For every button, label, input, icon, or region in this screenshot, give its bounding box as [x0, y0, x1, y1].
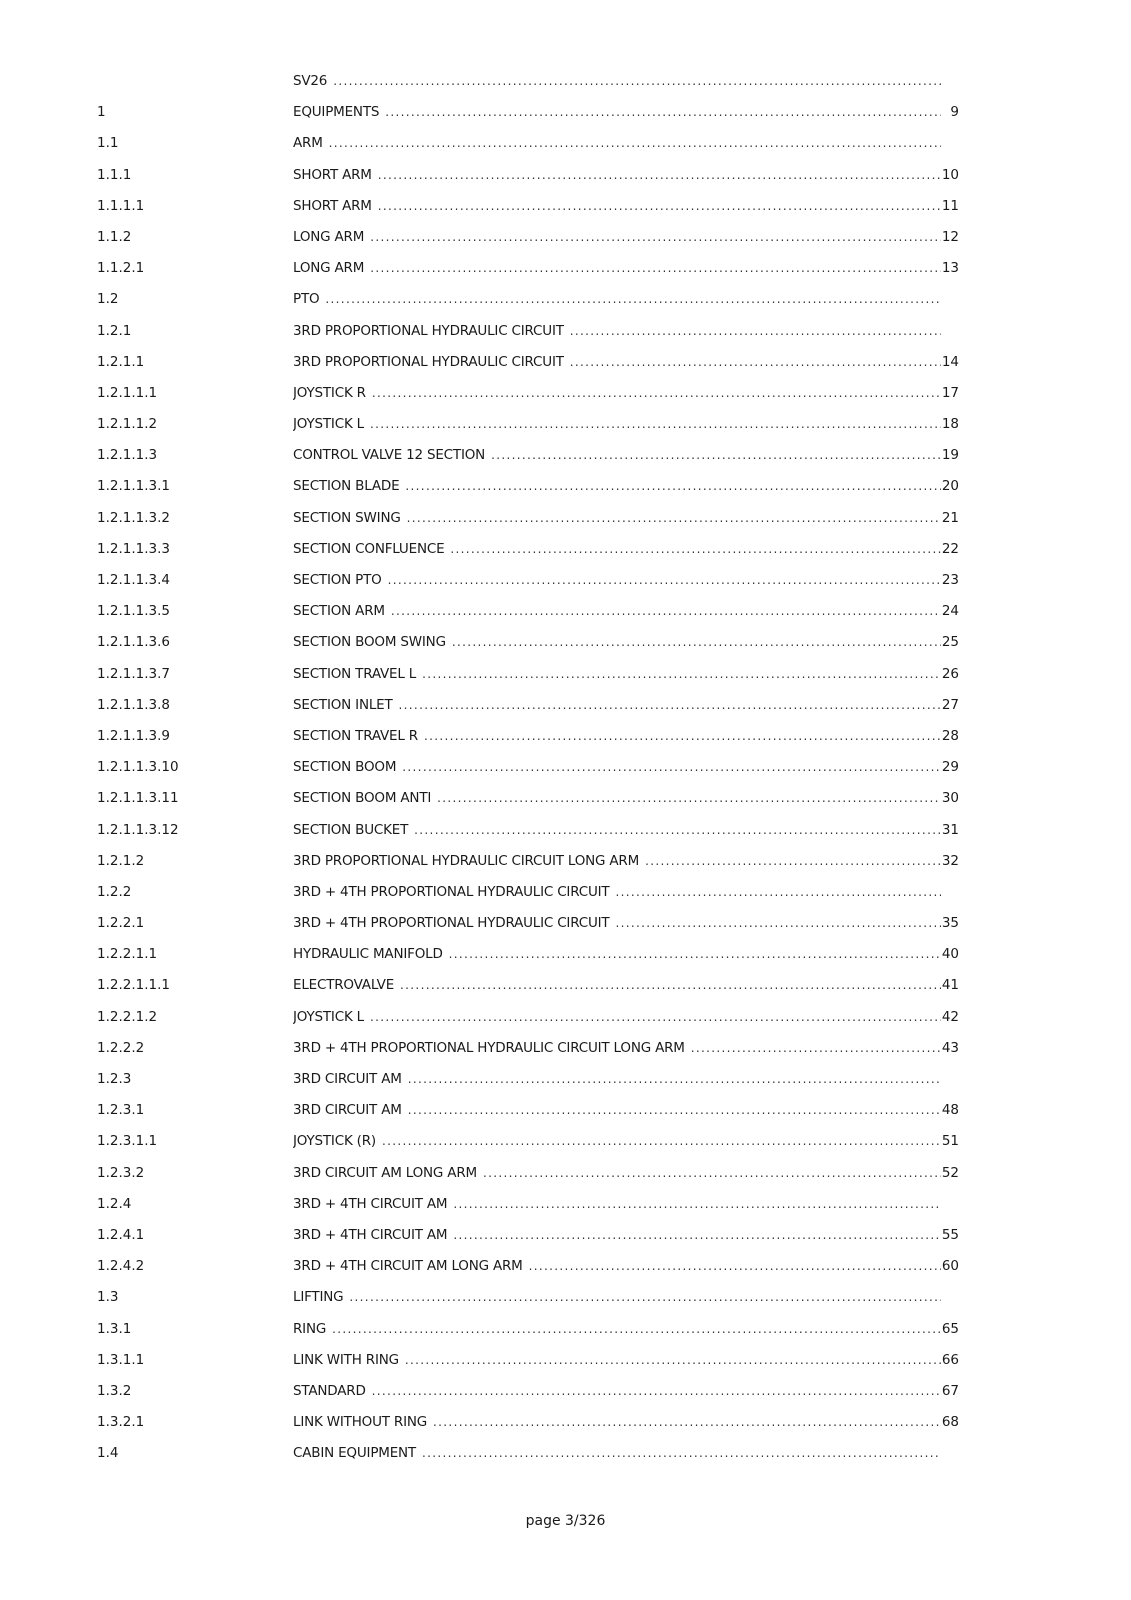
toc-entry-line — [293, 877, 959, 908]
toc-section-title: JOYSTICK L — [293, 1008, 365, 1025]
toc-entry-line — [293, 160, 959, 191]
toc-entry[interactable] — [97, 1345, 959, 1376]
toc-dot-leader — [645, 846, 941, 877]
toc-entry[interactable] — [97, 1220, 959, 1251]
toc-entry[interactable] — [97, 721, 959, 752]
toc-entry-line — [293, 1095, 959, 1126]
toc-page-number: 32 — [941, 852, 959, 869]
toc-section-title: SECTION TRAVEL R — [293, 727, 418, 744]
toc-section-number: 1.2.3.1.1 — [97, 1133, 158, 1150]
toc-dot-leader — [370, 222, 941, 253]
toc-entry[interactable] — [97, 409, 959, 440]
toc-dot-leader — [407, 503, 941, 534]
toc-entry[interactable] — [97, 471, 959, 502]
toc-page-number: 67 — [941, 1382, 959, 1399]
toc-page-number: 31 — [941, 821, 959, 838]
toc-dot-leader — [325, 284, 941, 315]
toc-section-title: 3RD PROPORTIONAL HYDRAULIC CIRCUIT — [293, 353, 564, 370]
toc-section-number: 1.3.2.1 — [97, 1414, 145, 1431]
toc-section-title: CABIN EQUIPMENT — [293, 1445, 416, 1462]
toc-entry-line — [293, 378, 959, 409]
toc-page-number: 60 — [941, 1258, 959, 1275]
toc-entry[interactable] — [97, 440, 959, 471]
toc-page-number: 17 — [941, 384, 959, 401]
toc-page-number: 51 — [941, 1133, 959, 1150]
toc-section-title: 3RD CIRCUIT AM LONG ARM — [293, 1164, 477, 1181]
toc-entry-line — [293, 815, 959, 846]
toc-section-title: ELECTROVALVE — [293, 977, 395, 994]
toc-dot-leader — [372, 378, 941, 409]
toc-entry[interactable] — [97, 128, 959, 159]
toc-section-title: CONTROL VALVE 12 SECTION — [293, 447, 486, 464]
toc-dot-leader — [405, 1345, 941, 1376]
toc-entry[interactable] — [97, 378, 959, 409]
toc-entry[interactable] — [97, 253, 959, 284]
toc-page-number: 28 — [941, 727, 959, 744]
toc-section-number: 1.3.2 — [97, 1382, 132, 1399]
toc-entry-line — [293, 1220, 959, 1251]
toc-page-number: 41 — [941, 977, 959, 994]
toc-entry-line — [293, 316, 959, 347]
toc-section-number: 1.2.1.1.3.3 — [97, 540, 170, 557]
toc-page-number: 24 — [941, 603, 959, 620]
toc-section-title: SECTION BOOM — [293, 759, 397, 776]
toc-entry-line — [293, 596, 959, 627]
toc-entry-line — [293, 191, 959, 222]
toc-section-number: 1.2.1.1.3 — [97, 447, 158, 464]
toc-section-number: 1.2.3.2 — [97, 1164, 145, 1181]
toc-section-number: 1.2.1.2 — [97, 852, 145, 869]
toc-entry-line — [293, 565, 959, 596]
toc-section-number: 1.2.1.1.1 — [97, 384, 158, 401]
toc-section-title: 3RD + 4TH CIRCUIT AM — [293, 1195, 448, 1212]
toc-section-title: PTO — [293, 291, 320, 308]
toc-section-title: 3RD + 4TH PROPORTIONAL HYDRAULIC CIRCUIT LONG ARM — [293, 1039, 685, 1056]
toc-section-number: 1.2.1.1.3.1 — [97, 478, 170, 495]
toc-section-title: SECTION ARM — [293, 603, 385, 620]
toc-section-number: 1.2.2.1.2 — [97, 1008, 158, 1025]
toc-entry-line — [293, 347, 959, 378]
toc-dot-leader — [422, 659, 941, 690]
toc-section-title: SHORT ARM — [293, 197, 372, 214]
toc-dot-leader — [615, 908, 941, 939]
toc-page-number: 18 — [941, 416, 959, 433]
toc-section-title: 3RD + 4TH CIRCUIT AM LONG ARM — [293, 1258, 523, 1275]
toc-entry-line — [293, 97, 959, 128]
toc-page-number: 30 — [941, 790, 959, 807]
toc-section-number: 1.2.4 — [97, 1195, 132, 1212]
toc-dot-leader — [349, 1282, 941, 1313]
toc-section-number: 1.2.3.1 — [97, 1102, 145, 1119]
toc-section-title: SECTION BOOM SWING — [293, 634, 446, 651]
toc-entry[interactable] — [97, 1314, 959, 1345]
toc-entry-line — [293, 284, 959, 315]
toc-section-title: HYDRAULIC MANIFOLD — [293, 946, 443, 963]
toc-entry[interactable] — [97, 970, 959, 1001]
toc-entry-line — [293, 66, 959, 97]
toc-section-title: SECTION SWING — [293, 509, 401, 526]
toc-page-number: 13 — [941, 260, 959, 277]
toc-section-title: SECTION INLET — [293, 696, 393, 713]
toc-section-title: 3RD + 4TH PROPORTIONAL HYDRAULIC CIRCUIT — [293, 883, 610, 900]
toc-entry-line — [293, 1345, 959, 1376]
toc-entry[interactable] — [97, 1251, 959, 1282]
toc-section-number: 1.1.2 — [97, 228, 132, 245]
toc-entry[interactable] — [97, 503, 959, 534]
toc-section-title: ARM — [293, 135, 323, 152]
toc-page-number: 25 — [941, 634, 959, 651]
toc-dot-leader — [370, 1002, 941, 1033]
toc-section-title: LONG ARM — [293, 228, 365, 245]
toc-section-number: 1.1.1.1 — [97, 197, 145, 214]
toc-entry[interactable] — [97, 1189, 959, 1220]
toc-dot-leader — [408, 1064, 941, 1095]
toc-dot-leader — [449, 939, 941, 970]
toc-entry-line — [293, 1314, 959, 1345]
toc-dot-leader — [408, 1095, 941, 1126]
toc-entry[interactable] — [97, 534, 959, 565]
toc-section-title: EQUIPMENTS — [293, 104, 380, 121]
toc-section-title: SHORT ARM — [293, 166, 372, 183]
toc-page-number: 9 — [950, 104, 959, 121]
toc-entry-line — [293, 253, 959, 284]
toc-section-number: 1.1 — [97, 135, 119, 152]
toc-dot-leader — [399, 690, 941, 721]
toc-page-number: 48 — [941, 1102, 959, 1119]
toc-entry[interactable] — [97, 1158, 959, 1189]
toc-entry-line — [293, 908, 959, 939]
toc-section-number: 1.2.1.1.3.11 — [97, 790, 179, 807]
toc-entry[interactable] — [97, 1407, 959, 1438]
toc-section-number: 1.2.1 — [97, 322, 132, 339]
toc-entry-line — [293, 1251, 959, 1282]
toc-section-title: LIFTING — [293, 1289, 344, 1306]
toc-dot-leader — [453, 1220, 941, 1251]
toc-dot-leader — [378, 191, 941, 222]
toc-entry[interactable] — [97, 846, 959, 877]
toc-page-number: 20 — [941, 478, 959, 495]
toc-section-number: 1.2.1.1.3.12 — [97, 821, 179, 838]
toc-section-title: SECTION CONFLUENCE — [293, 540, 445, 557]
toc-page-number: 52 — [941, 1164, 959, 1181]
toc-entry-line — [293, 409, 959, 440]
toc-section-title: JOYSTICK R — [293, 384, 366, 401]
toc-entry-line — [293, 1189, 959, 1220]
toc-section-number: 1.2.1.1.3.8 — [97, 696, 170, 713]
toc-entry[interactable] — [97, 1376, 959, 1407]
toc-section-number: 1.2.2.2 — [97, 1039, 145, 1056]
toc-dot-leader — [385, 97, 941, 128]
toc-section-number: 1.2.1.1.3.10 — [97, 759, 179, 776]
toc-entry[interactable] — [97, 659, 959, 690]
toc-dot-leader — [370, 253, 941, 284]
toc-page-number: 26 — [941, 665, 959, 682]
toc-entry[interactable] — [97, 815, 959, 846]
toc-entry[interactable] — [97, 66, 959, 97]
toc-section-title: LONG ARM — [293, 260, 365, 277]
toc-dot-leader — [433, 1407, 941, 1438]
toc-page-number: 27 — [941, 696, 959, 713]
page-footer: page 3/326 — [525, 1513, 606, 1529]
toc-entry-line — [293, 1376, 959, 1407]
toc-entry[interactable] — [97, 1438, 959, 1469]
toc-entry-line — [293, 627, 959, 658]
toc-dot-leader — [483, 1158, 941, 1189]
toc-dot-leader — [450, 534, 941, 565]
toc-dot-leader — [378, 160, 941, 191]
toc-section-title: SECTION BLADE — [293, 478, 400, 495]
toc-dot-leader — [453, 1189, 941, 1220]
toc-dot-leader — [424, 721, 941, 752]
toc-entry[interactable] — [97, 752, 959, 783]
toc-entry[interactable] — [97, 1033, 959, 1064]
toc-section-number: 1.3 — [97, 1289, 119, 1306]
toc-dot-leader — [570, 316, 941, 347]
toc-page-number: 19 — [941, 447, 959, 464]
toc-entry-line — [293, 440, 959, 471]
toc-page-number: 55 — [941, 1226, 959, 1243]
toc-section-number: 1.2.1.1.2 — [97, 416, 158, 433]
toc-entry-line — [293, 846, 959, 877]
toc-dot-leader — [388, 565, 941, 596]
toc-section-number: 1.2.1.1 — [97, 353, 145, 370]
table-of-contents — [97, 66, 959, 1469]
toc-section-number: 1.3.1.1 — [97, 1351, 145, 1368]
toc-dot-leader — [402, 752, 941, 783]
toc-entry[interactable] — [97, 1002, 959, 1033]
toc-section-number: 1.2.1.1.3.6 — [97, 634, 170, 651]
toc-entry[interactable] — [97, 939, 959, 970]
toc-dot-leader — [422, 1438, 941, 1469]
toc-entry[interactable] — [97, 1095, 959, 1126]
toc-entry[interactable] — [97, 1282, 959, 1313]
toc-section-title: 3RD CIRCUIT AM — [293, 1102, 402, 1119]
toc-section-title: STANDARD — [293, 1382, 366, 1399]
toc-dot-leader — [332, 1314, 941, 1345]
toc-page-number: 10 — [941, 166, 959, 183]
toc-entry[interactable] — [97, 783, 959, 814]
toc-section-number: 1.2.2.1.1.1 — [97, 977, 170, 994]
toc-dot-leader — [414, 815, 941, 846]
toc-entry[interactable] — [97, 1064, 959, 1095]
toc-section-number: 1.2.4.1 — [97, 1226, 145, 1243]
toc-dot-leader — [691, 1033, 941, 1064]
toc-section-title: SECTION BUCKET — [293, 821, 409, 838]
toc-entry-line — [293, 659, 959, 690]
toc-entry-line — [293, 1407, 959, 1438]
toc-entry[interactable] — [97, 316, 959, 347]
toc-page-number: 12 — [941, 228, 959, 245]
toc-entry[interactable] — [97, 222, 959, 253]
toc-dot-leader — [391, 596, 941, 627]
toc-section-number: 1.2.1.1.3.5 — [97, 603, 170, 620]
toc-dot-leader — [615, 877, 941, 908]
toc-entry[interactable] — [97, 596, 959, 627]
toc-entry-line — [293, 1064, 959, 1095]
toc-dot-leader — [329, 128, 941, 159]
toc-page-number: 29 — [941, 759, 959, 776]
toc-page-number: 23 — [941, 572, 959, 588]
toc-section-title: SECTION PTO — [293, 572, 382, 588]
toc-entry-line — [293, 1126, 959, 1157]
toc-entry-line — [293, 752, 959, 783]
toc-section-title: LINK WITH RING — [293, 1351, 399, 1368]
toc-page-number: 35 — [941, 915, 959, 932]
toc-section-number: 1.3.1 — [97, 1320, 132, 1337]
toc-entry[interactable] — [97, 97, 959, 128]
toc-entry-line — [293, 1158, 959, 1189]
toc-dot-leader — [405, 471, 941, 502]
toc-page-number: 11 — [941, 197, 959, 214]
toc-section-number: 1.4 — [97, 1445, 119, 1462]
toc-page-number: 14 — [941, 353, 959, 370]
toc-entry[interactable] — [97, 908, 959, 939]
toc-entry-line — [293, 970, 959, 1001]
toc-page-number: 43 — [941, 1039, 959, 1056]
toc-section-number: 1.2.3 — [97, 1071, 132, 1087]
toc-section-number: 1.2.1.1.3.7 — [97, 665, 170, 682]
toc-entry-line — [293, 534, 959, 565]
toc-section-number: 1.2 — [97, 291, 119, 308]
toc-section-title: RING — [293, 1320, 327, 1337]
toc-page-number: 42 — [941, 1008, 959, 1025]
toc-section-title: JOYSTICK (R) — [293, 1133, 376, 1150]
toc-entry-line — [293, 783, 959, 814]
toc-section-number: 1.2.1.1.3.9 — [97, 727, 170, 744]
toc-entry-line — [293, 939, 959, 970]
toc-section-number: 1.2.1.1.3.2 — [97, 509, 170, 526]
toc-entry[interactable] — [97, 627, 959, 658]
toc-section-title: JOYSTICK L — [293, 416, 365, 433]
toc-entry[interactable] — [97, 877, 959, 908]
toc-entry-line — [293, 1282, 959, 1313]
toc-section-number: 1.1.1 — [97, 166, 132, 183]
toc-section-title: SV26 — [293, 73, 328, 89]
toc-section-title: 3RD PROPORTIONAL HYDRAULIC CIRCUIT LONG ARM — [293, 852, 640, 869]
toc-page-number: 66 — [941, 1351, 959, 1368]
toc-entry-line — [293, 471, 959, 502]
toc-entry[interactable] — [97, 160, 959, 191]
toc-dot-leader — [370, 409, 941, 440]
toc-dot-leader — [491, 440, 941, 471]
toc-page-number: 22 — [941, 540, 959, 557]
toc-entry-line — [293, 1033, 959, 1064]
toc-entry-line — [293, 1438, 959, 1469]
toc-entry-line — [293, 222, 959, 253]
toc-section-title: SECTION TRAVEL L — [293, 665, 417, 682]
toc-entry-line — [293, 1002, 959, 1033]
toc-section-title: 3RD CIRCUIT AM — [293, 1071, 402, 1087]
toc-entry-line — [293, 721, 959, 752]
toc-section-title: SECTION BOOM ANTI — [293, 790, 432, 807]
toc-section-number: 1 — [97, 104, 106, 121]
toc-dot-leader — [570, 347, 941, 378]
toc-page-number: 68 — [941, 1414, 959, 1431]
toc-page-number: 40 — [941, 946, 959, 963]
toc-entry-line — [293, 690, 959, 721]
toc-entry[interactable] — [97, 690, 959, 721]
toc-page-number: 65 — [941, 1320, 959, 1337]
toc-entry-line — [293, 503, 959, 534]
toc-entry-line — [293, 128, 959, 159]
toc-entry[interactable] — [97, 347, 959, 378]
toc-dot-leader — [437, 783, 941, 814]
toc-section-number: 1.2.2.1 — [97, 915, 145, 932]
toc-entry[interactable] — [97, 284, 959, 315]
toc-dot-leader — [400, 970, 941, 1001]
toc-dot-leader — [529, 1251, 941, 1282]
toc-page-number: 21 — [941, 509, 959, 526]
toc-section-title: LINK WITHOUT RING — [293, 1414, 428, 1431]
toc-entry[interactable] — [97, 1126, 959, 1157]
toc-section-number: 1.2.2.1.1 — [97, 946, 158, 963]
toc-section-number: 1.2.4.2 — [97, 1258, 145, 1275]
toc-section-number: 1.2.2 — [97, 883, 132, 900]
toc-dot-leader — [333, 66, 941, 97]
toc-section-title: 3RD PROPORTIONAL HYDRAULIC CIRCUIT — [293, 322, 564, 339]
toc-section-title: 3RD + 4TH CIRCUIT AM — [293, 1226, 448, 1243]
toc-section-number: 1.1.2.1 — [97, 260, 145, 277]
toc-entry[interactable] — [97, 191, 959, 222]
toc-section-title: 3RD + 4TH PROPORTIONAL HYDRAULIC CIRCUIT — [293, 915, 610, 932]
toc-dot-leader — [372, 1376, 941, 1407]
toc-entry[interactable] — [97, 565, 959, 596]
toc-dot-leader — [452, 627, 941, 658]
toc-dot-leader — [382, 1126, 941, 1157]
toc-section-number: 1.2.1.1.3.4 — [97, 572, 170, 588]
